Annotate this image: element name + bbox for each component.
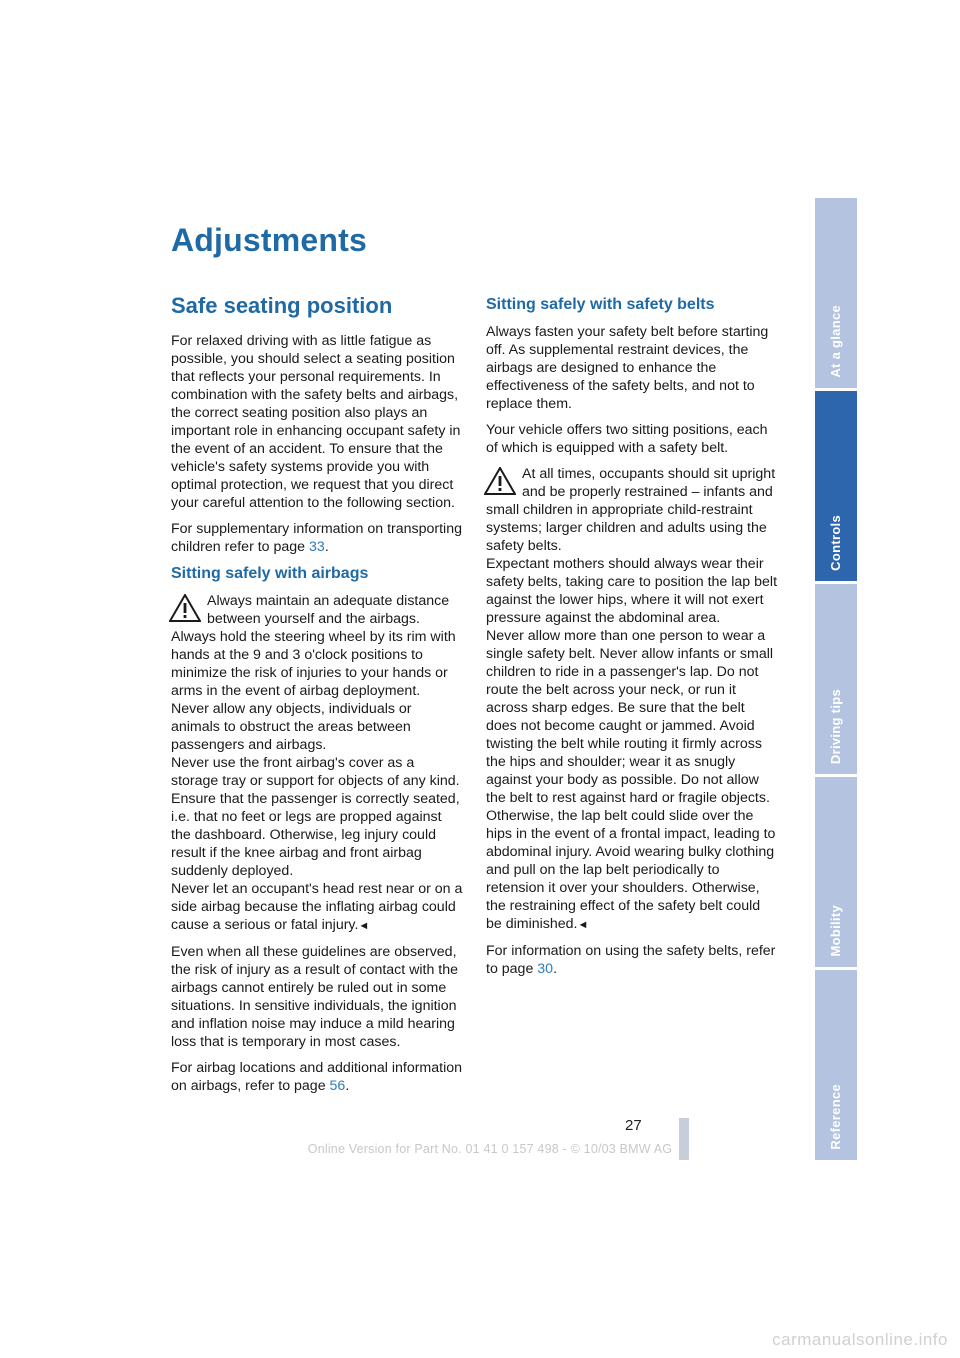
- section-heading-safe-seating: Safe seating position: [171, 293, 393, 318]
- warning-triangle-icon: [169, 594, 203, 624]
- footer-text: Online Version for Part No. 01 41 0 157 498 - © 10/03 BMW AG: [307, 1142, 673, 1156]
- belt-warning-line-1: At all times, occupants should sit upright and be properly restrained – infants and small children in appropriate child-restraint systems; larger children and adults using the safety belts.: [486, 466, 776, 554]
- airbag-locations-paragraph: For airbag locations and additional information on airbags, refer to page 56.: [171, 1060, 463, 1094]
- airbag-warning-line-2: Never allow any objects, individuals or animals to obstruct the areas between passengers and airbags.: [171, 701, 412, 753]
- airbag-locations-text: For airbag locations and additional information on airbags, refer to page: [171, 1060, 463, 1094]
- chapter-sidebar: [815, 198, 857, 1160]
- belts-paragraph-1: Always fasten your safety belt before starting off. As supplemental restraint devices, the airbags are designed to enhance the effectiveness of the safety belts, and not to replace them.: [486, 324, 769, 412]
- belts-info-paragraph: For information on using the safety belts, refer to page 30.: [486, 943, 776, 977]
- tab-label: Controls: [828, 515, 843, 571]
- right-column: [486, 292, 778, 986]
- tab-label: Driving tips: [828, 688, 843, 764]
- subheading-safety-belts: Sitting safely with safety belts: [486, 296, 715, 313]
- belts-paragraph-2: Your vehicle offers two sitting positions, each of which is equipped with a safety belt.: [486, 422, 768, 456]
- airbag-warning-line-1: Always maintain an adequate distance between yourself and the airbags. Always hold the steering wheel by its rim with hands at the 9 and 3 o'clock positions to minimize the risk of injuries to your hands or arms in the event of airbag deployment.: [171, 593, 456, 699]
- tab-label: Mobility: [828, 905, 843, 957]
- subheading-airbags: Sitting safely with airbags: [171, 565, 369, 582]
- tab-label: At a glance: [828, 305, 843, 378]
- tab-at-a-glance[interactable]: [815, 198, 857, 388]
- tab-label: Reference: [828, 1084, 843, 1150]
- risk-paragraph: Even when all these guidelines are observed, the risk of injury as a result of contact with the airbags cannot entirely be ruled out in some situations. In sensitive individuals, the ignition and inflation noise may induce a mild hearing loss that is temporary in most cases.: [171, 944, 459, 1050]
- tab-driving-tips[interactable]: [815, 584, 857, 774]
- airbag-warning-line-4: [171, 880, 463, 935]
- end-mark-icon: ◄: [358, 920, 370, 932]
- page-link-56[interactable]: 56: [329, 1078, 346, 1094]
- page-title: Adjustments: [171, 222, 367, 258]
- page-link-30[interactable]: 30: [537, 961, 554, 977]
- belt-warning-line-3: [486, 627, 778, 934]
- airbag-warning-block: [171, 592, 463, 935]
- watermark: carmanualsonline.info: [772, 1330, 948, 1349]
- page-link-33[interactable]: 33: [309, 539, 325, 555]
- belt-warning-line-3-text: Never allow more than one person to wear a single safety belt. Never allow infants or small children to ride in a passenger's lap. Do not route the belt across your neck, or run it across sharp edges. Be sure that the belt does not become caught or jammed. Avoid twisting the belt while routing it firmly across the hips and shoulder; wear it as snugly against your body as possible. Do not allow the belt to rest against hard or fragile objects. Otherwise, the lap belt could slide over the hips in the event of a frontal impact, leading to abdominal injury. Avoid wearing bulky clothing and pull on the lap belt periodically to retension it over your shoulders. Otherwise, the restraining effect of the safety belt could be diminished.: [486, 628, 776, 932]
- children-reference-paragraph: For supplementary information on transporting children refer to page 33.: [171, 521, 462, 555]
- belt-warning-line-2: Expectant mothers should always wear their safety belts, taking care to position the lap belt against the lower hips, where it will not exert pressure against the abdominal area.: [486, 556, 778, 626]
- end-mark-icon: ◄: [577, 919, 589, 931]
- tab-reference[interactable]: [815, 970, 857, 1160]
- tab-mobility[interactable]: [815, 777, 857, 967]
- belts-info-text: For information on using the safety belts, refer to page: [486, 943, 776, 977]
- left-column: [171, 292, 463, 1103]
- airbag-warning-line-3: Never use the front airbag's cover as a storage tray or support for objects of any kind. Ensure that the passenger is correctly seated, i.e. that no feet or legs are propped against the dashboard. Otherwise, leg injury could result if the knee airbag and front airbag suddenly deployed.: [171, 755, 460, 879]
- belt-warning-block: [486, 465, 778, 934]
- tab-controls[interactable]: [815, 391, 857, 581]
- children-reference-text: For supplementary information on transporting children refer to page: [171, 521, 462, 555]
- page-number: 27: [625, 1117, 642, 1134]
- airbag-warning-line-4-text: Never let an occupant's head rest near or on a side airbag because the inflating airbag could cause a serious or fatal injury.: [171, 881, 463, 933]
- warning-triangle-icon: [484, 467, 518, 497]
- intro-paragraph: For relaxed driving with as little fatigue as possible, you should select a seating position that reflects your personal requirements. In combination with the safety belts and airbags, the correct seating position also plays an important role in enhancing occupant safety in the event of an accident. To ensure that the vehicle's safety systems provide you with optimal protection, we request that you direct your careful attention to the following section.: [171, 333, 461, 511]
